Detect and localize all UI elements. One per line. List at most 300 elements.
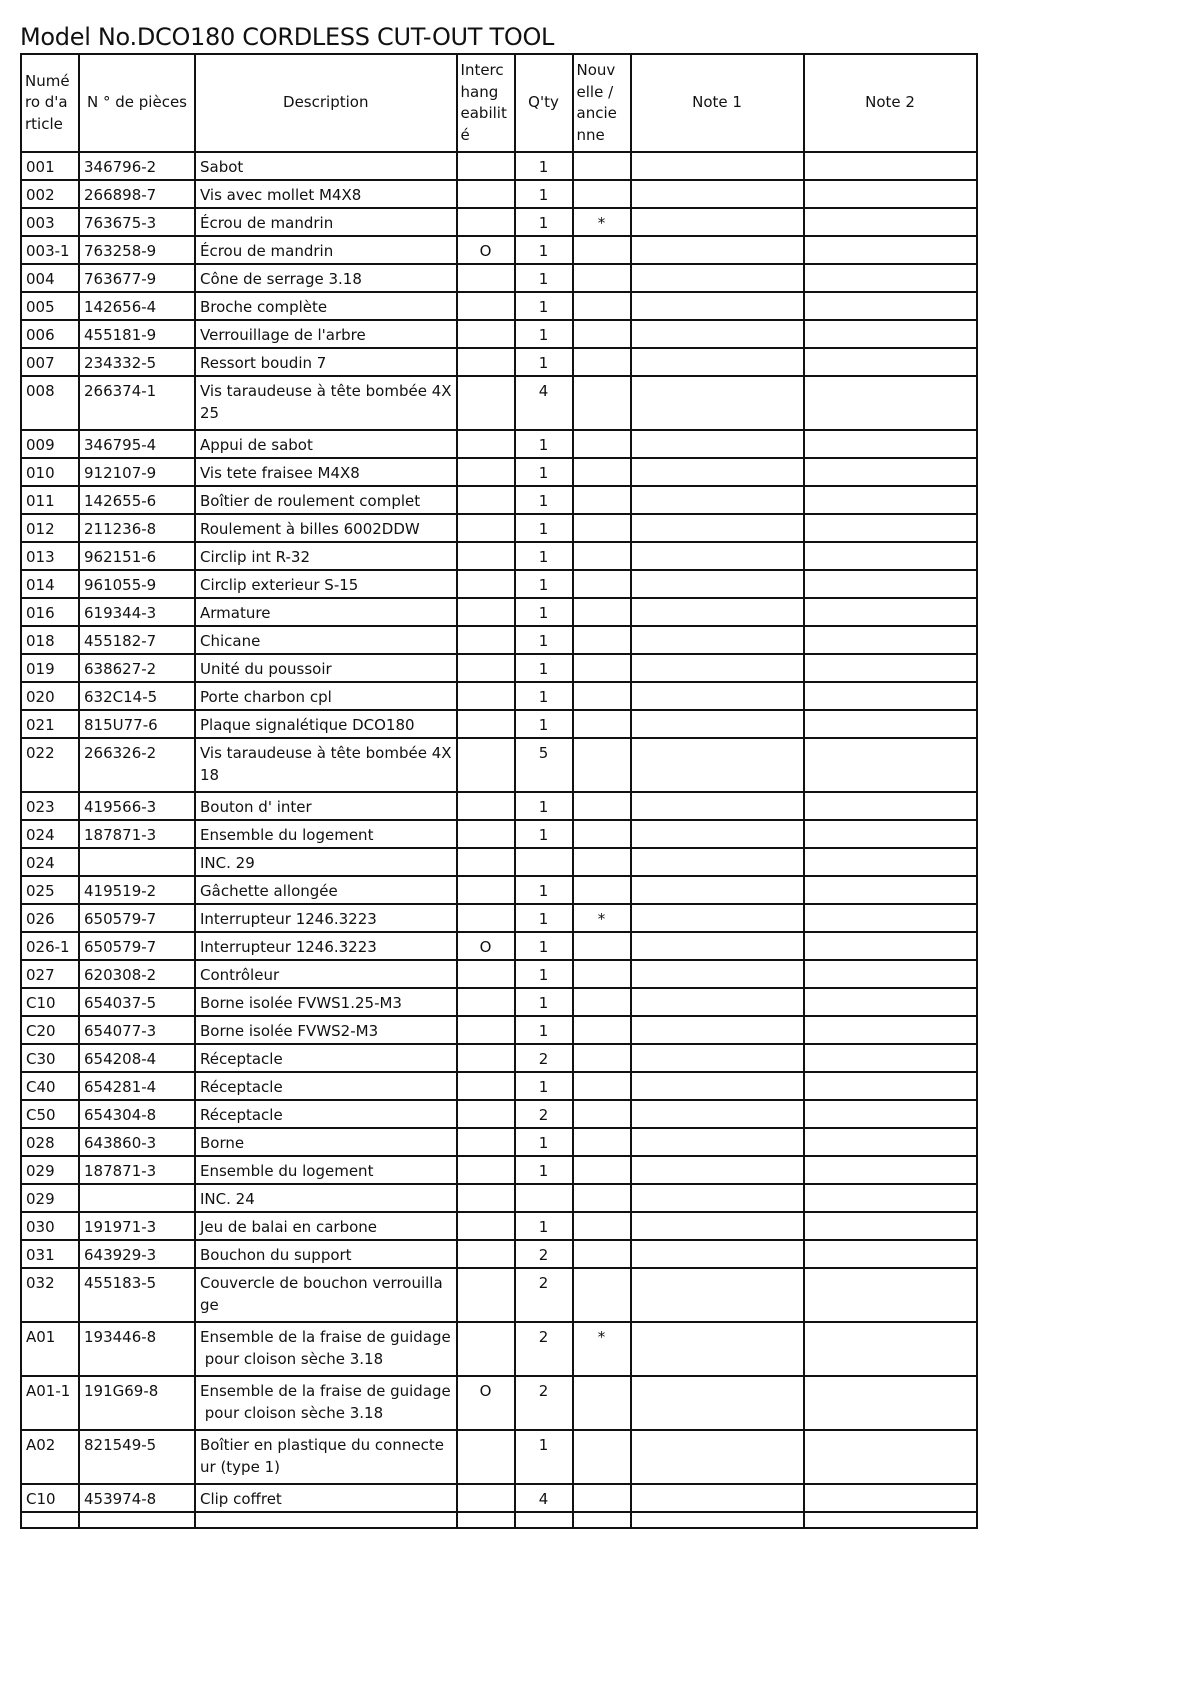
table-row [21, 738, 977, 792]
note-1-cell [631, 152, 804, 180]
item-number-cell: C30 [21, 1044, 79, 1072]
item-number-cell: 002 [21, 180, 79, 208]
part-number-cell: 962151-6 [79, 542, 195, 570]
interchangeability-cell [457, 1100, 515, 1128]
quantity-cell: 1 [515, 236, 573, 264]
note-2-cell [804, 486, 977, 514]
part-number-cell: 643929-3 [79, 1240, 195, 1268]
new-old-cell [573, 1128, 631, 1156]
part-number-cell: 266326-2 [79, 738, 195, 792]
empty-cell [631, 1512, 804, 1528]
note-2-cell [804, 932, 977, 960]
note-2-cell [804, 1484, 977, 1512]
item-number-cell: 009 [21, 430, 79, 458]
part-number-cell: 620308-2 [79, 960, 195, 988]
note-2-cell [804, 876, 977, 904]
new-old-cell: * [573, 1322, 631, 1376]
table-row [21, 1322, 977, 1376]
interchangeability-cell [457, 654, 515, 682]
quantity-cell: 1 [515, 264, 573, 292]
part-number-cell: 419566-3 [79, 792, 195, 820]
part-number-cell: 211236-8 [79, 514, 195, 542]
item-number-cell: C50 [21, 1100, 79, 1128]
item-number-cell: 003-1 [21, 236, 79, 264]
item-number-cell: 032 [21, 1268, 79, 1322]
item-number-cell: 006 [21, 320, 79, 348]
note-2-cell [804, 236, 977, 264]
empty-cell [457, 1512, 515, 1528]
part-number-cell: 455183-5 [79, 1268, 195, 1322]
note-1-cell [631, 626, 804, 654]
new-old-cell [573, 710, 631, 738]
item-number-cell: 004 [21, 264, 79, 292]
quantity-cell: 1 [515, 1072, 573, 1100]
note-2-cell [804, 960, 977, 988]
description-cell: Ensemble de la fraise de guidage pour cloison sèche 3.18 [195, 1376, 457, 1430]
quantity-cell: 1 [515, 542, 573, 570]
quantity-cell: 1 [515, 292, 573, 320]
interchangeability-cell [457, 1240, 515, 1268]
quantity-cell: 2 [515, 1240, 573, 1268]
description-cell: Vis avec mollet M4X8 [195, 180, 457, 208]
quantity-cell: 1 [515, 654, 573, 682]
description-cell: Contrôleur [195, 960, 457, 988]
table-row [21, 1016, 977, 1044]
new-old-cell [573, 236, 631, 264]
part-number-cell: 142655-6 [79, 486, 195, 514]
table-row [21, 792, 977, 820]
table-row [21, 570, 977, 598]
item-number-cell: C40 [21, 1072, 79, 1100]
item-number-cell: 029 [21, 1184, 79, 1212]
interchangeability-cell [457, 626, 515, 654]
table-row [21, 904, 977, 932]
note-1-cell [631, 1322, 804, 1376]
item-number-cell: 011 [21, 486, 79, 514]
part-number-cell: 654304-8 [79, 1100, 195, 1128]
new-old-cell [573, 1268, 631, 1322]
new-old-cell [573, 682, 631, 710]
note-1-cell [631, 1484, 804, 1512]
interchangeability-cell [457, 988, 515, 1016]
description-cell: Gâchette allongée [195, 876, 457, 904]
note-2-cell [804, 820, 977, 848]
note-1-cell [631, 820, 804, 848]
table-row [21, 208, 977, 236]
quantity-cell: 1 [515, 152, 573, 180]
new-old-cell [573, 1100, 631, 1128]
part-number-cell: 419519-2 [79, 876, 195, 904]
note-2-cell [804, 1430, 977, 1484]
note-1-cell [631, 1100, 804, 1128]
note-1-cell [631, 292, 804, 320]
quantity-cell: 1 [515, 570, 573, 598]
item-number-cell: 024 [21, 820, 79, 848]
note-2-cell [804, 1322, 977, 1376]
part-number-cell: 346796-2 [79, 152, 195, 180]
new-old-cell [573, 320, 631, 348]
part-number-cell: 654208-4 [79, 1044, 195, 1072]
interchangeability-cell [457, 514, 515, 542]
table-header-row [21, 54, 977, 152]
interchangeability-cell [457, 208, 515, 236]
quantity-cell: 1 [515, 486, 573, 514]
part-number-cell [79, 848, 195, 876]
description-cell: Porte charbon cpl [195, 682, 457, 710]
note-2-cell [804, 1016, 977, 1044]
interchangeability-cell [457, 292, 515, 320]
table-row [21, 820, 977, 848]
table-row [21, 542, 977, 570]
description-cell: Écrou de mandrin [195, 236, 457, 264]
table-row [21, 1100, 977, 1128]
new-old-cell [573, 1016, 631, 1044]
description-cell: Unité du poussoir [195, 654, 457, 682]
part-number-cell: 191G69-8 [79, 1376, 195, 1430]
note-2-cell [804, 904, 977, 932]
table-row [21, 1212, 977, 1240]
new-old-cell [573, 654, 631, 682]
quantity-cell: 2 [515, 1322, 573, 1376]
item-number-cell: 027 [21, 960, 79, 988]
quantity-cell: 1 [515, 626, 573, 654]
note-1-cell [631, 932, 804, 960]
note-1-cell [631, 320, 804, 348]
quantity-cell: 1 [515, 792, 573, 820]
note-1-cell [631, 348, 804, 376]
description-cell: Réceptacle [195, 1072, 457, 1100]
item-number-cell: C10 [21, 1484, 79, 1512]
note-1-cell [631, 430, 804, 458]
description-cell: Vis tete fraisee M4X8 [195, 458, 457, 486]
part-number-cell: 632C14-5 [79, 682, 195, 710]
empty-cell [195, 1512, 457, 1528]
note-1-cell [631, 1016, 804, 1044]
note-2-cell [804, 430, 977, 458]
description-cell: Circlip exterieur S-15 [195, 570, 457, 598]
part-number-cell: 266374-1 [79, 376, 195, 430]
part-number-cell: 266898-7 [79, 180, 195, 208]
header-part-number: N ° de pièces [79, 54, 195, 152]
table-row [21, 1128, 977, 1156]
item-number-cell: 018 [21, 626, 79, 654]
note-1-cell [631, 542, 804, 570]
new-old-cell [573, 848, 631, 876]
table-row [21, 876, 977, 904]
note-2-cell [804, 598, 977, 626]
empty-cell [573, 1512, 631, 1528]
note-2-cell [804, 542, 977, 570]
part-number-cell: 193446-8 [79, 1322, 195, 1376]
note-1-cell [631, 1156, 804, 1184]
note-1-cell [631, 208, 804, 236]
quantity-cell: 1 [515, 904, 573, 932]
item-number-cell: A02 [21, 1430, 79, 1484]
note-1-cell [631, 180, 804, 208]
interchangeability-cell [457, 348, 515, 376]
description-cell: Ressort boudin 7 [195, 348, 457, 376]
item-number-cell: 005 [21, 292, 79, 320]
new-old-cell [573, 1240, 631, 1268]
empty-cell [804, 1512, 977, 1528]
note-2-cell [804, 738, 977, 792]
note-2-cell [804, 1100, 977, 1128]
quantity-cell: 1 [515, 820, 573, 848]
parts-table-body [21, 152, 977, 1528]
table-row [21, 236, 977, 264]
interchangeability-cell [457, 1184, 515, 1212]
new-old-cell [573, 348, 631, 376]
note-1-cell [631, 876, 804, 904]
item-number-cell: 023 [21, 792, 79, 820]
item-number-cell: 031 [21, 1240, 79, 1268]
table-row [21, 932, 977, 960]
new-old-cell [573, 792, 631, 820]
description-cell: INC. 24 [195, 1184, 457, 1212]
part-number-cell: 453974-8 [79, 1484, 195, 1512]
part-number-cell: 638627-2 [79, 654, 195, 682]
document-title: Model No.DCO180 CORDLESS CUT-OUT TOOL [20, 23, 555, 51]
note-2-cell [804, 848, 977, 876]
interchangeability-cell: O [457, 236, 515, 264]
interchangeability-cell [457, 1128, 515, 1156]
note-2-cell [804, 1268, 977, 1322]
note-1-cell [631, 960, 804, 988]
new-old-cell [573, 1072, 631, 1100]
note-2-cell [804, 1212, 977, 1240]
part-number-cell: 187871-3 [79, 1156, 195, 1184]
new-old-cell [573, 180, 631, 208]
note-2-cell [804, 1128, 977, 1156]
item-number-cell: A01 [21, 1322, 79, 1376]
interchangeability-cell [457, 1212, 515, 1240]
part-number-cell: 191971-3 [79, 1212, 195, 1240]
interchangeability-cell [457, 570, 515, 598]
table-row [21, 988, 977, 1016]
part-number-cell: 455182-7 [79, 626, 195, 654]
note-2-cell [804, 1044, 977, 1072]
table-row [21, 682, 977, 710]
header-quantity: Q'ty [515, 54, 573, 152]
note-2-cell [804, 792, 977, 820]
new-old-cell [573, 820, 631, 848]
interchangeability-cell [457, 1016, 515, 1044]
note-1-cell [631, 264, 804, 292]
note-2-cell [804, 1156, 977, 1184]
part-number-cell: 654037-5 [79, 988, 195, 1016]
part-number-cell: 643860-3 [79, 1128, 195, 1156]
interchangeability-cell [457, 1044, 515, 1072]
new-old-cell [573, 458, 631, 486]
part-number-cell: 346795-4 [79, 430, 195, 458]
description-cell: Sabot [195, 152, 457, 180]
new-old-cell: * [573, 208, 631, 236]
note-2-cell [804, 264, 977, 292]
new-old-cell [573, 1044, 631, 1072]
interchangeability-cell [457, 264, 515, 292]
note-1-cell [631, 458, 804, 486]
note-1-cell [631, 682, 804, 710]
part-number-cell: 654281-4 [79, 1072, 195, 1100]
quantity-cell: 1 [515, 1128, 573, 1156]
empty-cell [515, 1512, 573, 1528]
table-row [21, 1430, 977, 1484]
description-cell: Broche complète [195, 292, 457, 320]
note-2-cell [804, 376, 977, 430]
quantity-cell [515, 1184, 573, 1212]
empty-cell [79, 1512, 195, 1528]
item-number-cell: 001 [21, 152, 79, 180]
quantity-cell: 1 [515, 988, 573, 1016]
item-number-cell: 028 [21, 1128, 79, 1156]
interchangeability-cell [457, 682, 515, 710]
quantity-cell: 1 [515, 430, 573, 458]
quantity-cell: 1 [515, 1156, 573, 1184]
interchangeability-cell [457, 848, 515, 876]
note-1-cell [631, 848, 804, 876]
table-row-partial [21, 1512, 977, 1528]
part-number-cell: 650579-7 [79, 904, 195, 932]
table-row [21, 320, 977, 348]
description-cell: INC. 29 [195, 848, 457, 876]
new-old-cell [573, 932, 631, 960]
part-number-cell: 763677-9 [79, 264, 195, 292]
interchangeability-cell [457, 598, 515, 626]
description-cell: Verrouillage de l'arbre [195, 320, 457, 348]
item-number-cell: 022 [21, 738, 79, 792]
header-interchangeability: Interc hang eabilit é [457, 54, 515, 152]
part-number-cell [79, 1184, 195, 1212]
table-row [21, 348, 977, 376]
description-cell: Clip coffret [195, 1484, 457, 1512]
new-old-cell [573, 1156, 631, 1184]
description-cell: Ensemble de la fraise de guidage pour cloison sèche 3.18 [195, 1322, 457, 1376]
quantity-cell: 5 [515, 738, 573, 792]
description-cell: Boîtier de roulement complet [195, 486, 457, 514]
part-number-cell: 654077-3 [79, 1016, 195, 1044]
item-number-cell: 014 [21, 570, 79, 598]
table-row [21, 514, 977, 542]
part-number-cell: 821549-5 [79, 1430, 195, 1484]
note-2-cell [804, 988, 977, 1016]
quantity-cell: 2 [515, 1376, 573, 1430]
description-cell: Interrupteur 1246.3223 [195, 932, 457, 960]
description-cell: Borne [195, 1128, 457, 1156]
quantity-cell: 1 [515, 1016, 573, 1044]
new-old-cell [573, 152, 631, 180]
item-number-cell: 007 [21, 348, 79, 376]
interchangeability-cell [457, 1156, 515, 1184]
note-2-cell [804, 1240, 977, 1268]
item-number-cell: 021 [21, 710, 79, 738]
note-2-cell [804, 682, 977, 710]
quantity-cell [515, 848, 573, 876]
new-old-cell [573, 486, 631, 514]
new-old-cell [573, 598, 631, 626]
quantity-cell: 1 [515, 514, 573, 542]
table-row [21, 1268, 977, 1322]
note-2-cell [804, 570, 977, 598]
table-row [21, 458, 977, 486]
description-cell: Circlip int R-32 [195, 542, 457, 570]
interchangeability-cell: O [457, 1376, 515, 1430]
item-number-cell: 013 [21, 542, 79, 570]
part-number-cell: 234332-5 [79, 348, 195, 376]
note-1-cell [631, 1044, 804, 1072]
note-1-cell [631, 1268, 804, 1322]
note-2-cell [804, 514, 977, 542]
new-old-cell: * [573, 904, 631, 932]
new-old-cell [573, 626, 631, 654]
quantity-cell: 2 [515, 1100, 573, 1128]
part-number-cell: 763675-3 [79, 208, 195, 236]
note-1-cell [631, 710, 804, 738]
new-old-cell [573, 264, 631, 292]
description-cell: Plaque signalétique DCO180 [195, 710, 457, 738]
item-number-cell: 026 [21, 904, 79, 932]
item-number-cell: C10 [21, 988, 79, 1016]
quantity-cell: 1 [515, 348, 573, 376]
new-old-cell [573, 960, 631, 988]
note-1-cell [631, 1376, 804, 1430]
description-cell: Roulement à billes 6002DDW [195, 514, 457, 542]
description-cell: Couvercle de bouchon verrouilla ge [195, 1268, 457, 1322]
quantity-cell: 1 [515, 208, 573, 236]
header-note-1: Note 1 [631, 54, 804, 152]
interchangeability-cell [457, 1322, 515, 1376]
new-old-cell [573, 542, 631, 570]
description-cell: Vis taraudeuse à tête bombée 4X 18 [195, 738, 457, 792]
interchangeability-cell [457, 1072, 515, 1100]
new-old-cell [573, 1430, 631, 1484]
note-1-cell [631, 738, 804, 792]
table-row [21, 430, 977, 458]
quantity-cell: 1 [515, 458, 573, 486]
item-number-cell: 019 [21, 654, 79, 682]
note-1-cell [631, 1128, 804, 1156]
description-cell: Vis taraudeuse à tête bombée 4X 25 [195, 376, 457, 430]
table-row [21, 1184, 977, 1212]
item-number-cell: 008 [21, 376, 79, 430]
table-row [21, 486, 977, 514]
quantity-cell: 1 [515, 876, 573, 904]
table-row [21, 1156, 977, 1184]
description-cell: Interrupteur 1246.3223 [195, 904, 457, 932]
note-1-cell [631, 514, 804, 542]
new-old-cell [573, 1212, 631, 1240]
interchangeability-cell [457, 1268, 515, 1322]
description-cell: Chicane [195, 626, 457, 654]
quantity-cell: 1 [515, 710, 573, 738]
note-2-cell [804, 1376, 977, 1430]
description-cell: Ensemble du logement [195, 820, 457, 848]
quantity-cell: 2 [515, 1044, 573, 1072]
new-old-cell [573, 514, 631, 542]
note-1-cell [631, 1240, 804, 1268]
note-1-cell [631, 598, 804, 626]
interchangeability-cell [457, 542, 515, 570]
quantity-cell: 1 [515, 932, 573, 960]
quantity-cell: 1 [515, 682, 573, 710]
note-2-cell [804, 208, 977, 236]
note-2-cell [804, 458, 977, 486]
interchangeability-cell [457, 820, 515, 848]
item-number-cell: 016 [21, 598, 79, 626]
part-number-cell: 650579-7 [79, 932, 195, 960]
header-description: Description [195, 54, 457, 152]
note-2-cell [804, 152, 977, 180]
part-number-cell: 763258-9 [79, 236, 195, 264]
